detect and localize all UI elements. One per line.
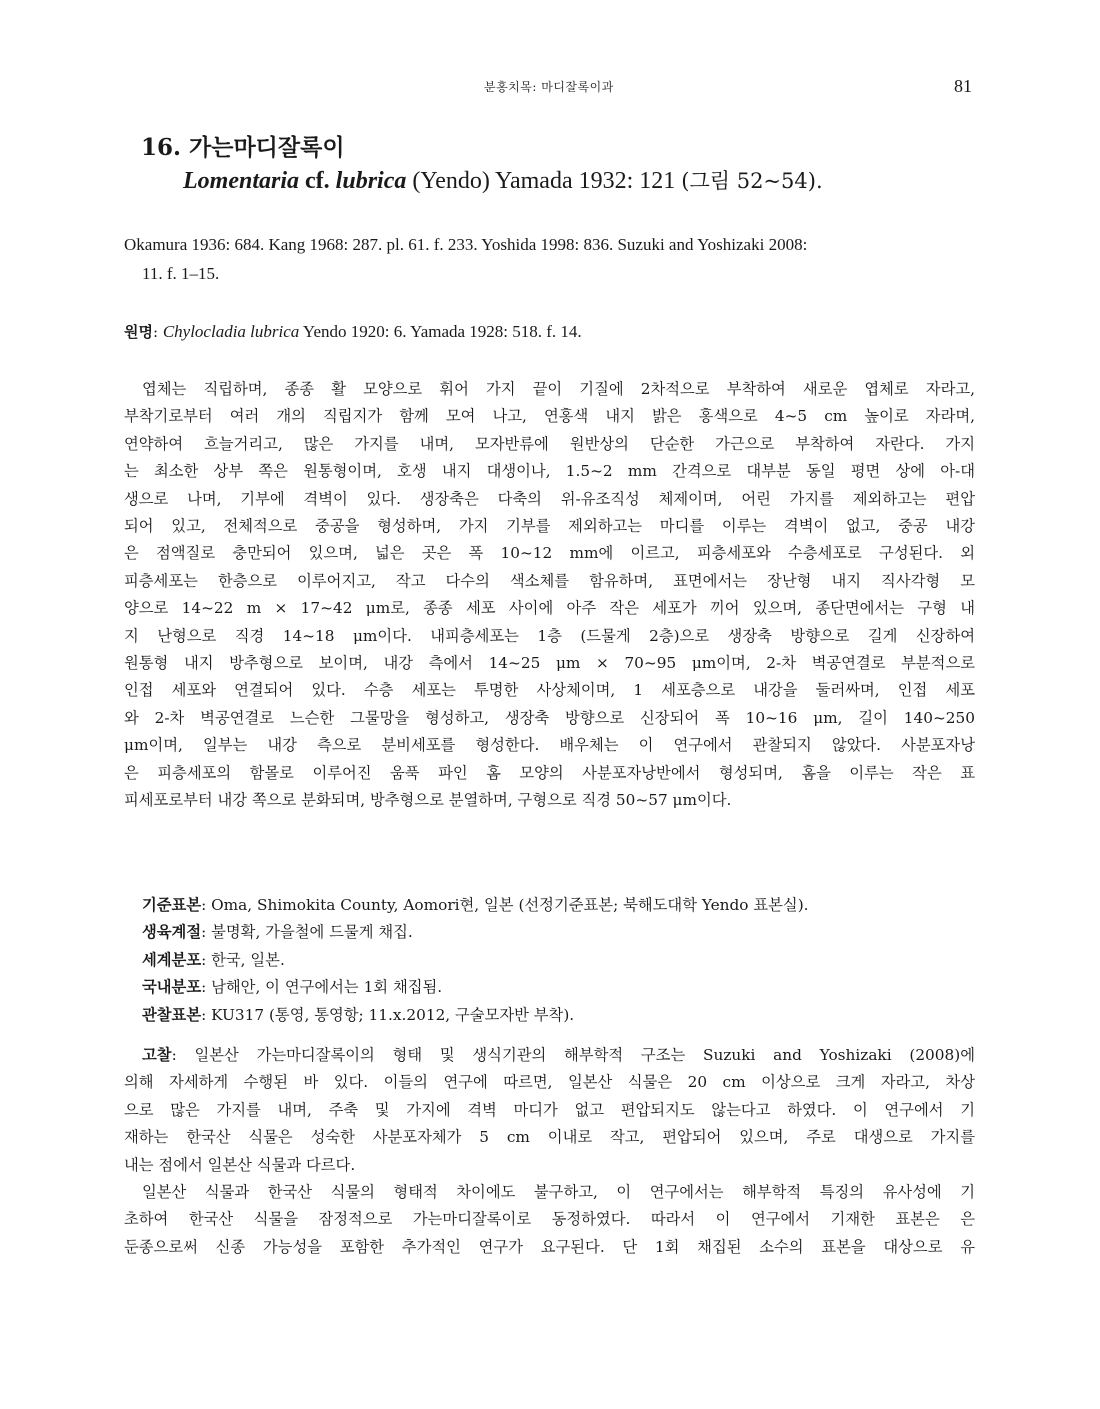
- description-line: 되어 있고, 전체적으로 중공을 형성하며, 가지 기부를 제외하고는 마디를 이루는 격벽이 없고, 중공 내강: [124, 517, 975, 536]
- world-distribution-text: : 한국, 일본.: [201, 950, 285, 969]
- genus-name: Lomentaria: [183, 168, 300, 194]
- discussion-line: 초하여 한국산 식물을 잠정적으로 가는마디잘록이로 동정하였다. 따라서 이 연구에서 기재한 표본은 은: [124, 1210, 975, 1229]
- type-specimen-line: [124, 892, 975, 919]
- discussion-line: 둔종으로써 신종 가능성을 포함한 추가적인 연구가 요구된다. 단 1회 채집된 소수의 표본을 대상으로 유: [124, 1237, 975, 1256]
- description-line: 는 최소한 상부 쪽은 원통형이며, 호생 내지 대생이나, 1.5~2 mm 간격으로 대부분 동일 평면 상에 아-대: [124, 462, 975, 481]
- description-line: 피세포로부터 내강 쪽으로 분화되며, 방추형으로 분열하며, 구형으로 직경 50~57 μm이다.: [124, 791, 732, 810]
- discussion-line: 의해 자세하게 수행된 바 있다. 이들의 연구에 따르면, 일본산 식물은 20 cm 이상으로 크게 자라고, 차상: [124, 1073, 975, 1092]
- world-distribution-line: [124, 947, 975, 974]
- description-line: μm이며, 일부는 내강 측으로 분비세포를 형성한다. 배우체는 이 연구에서 관찰되지 않았다. 사분포자낭: [124, 736, 975, 755]
- basionym: Chylocladia lubrica: [162, 322, 300, 341]
- discussion-line: 재하는 한국산 식물은 성숙한 사분포자체가 5 cm 이내로 작고, 편압되어 있으며, 주로 대생으로 가지를: [124, 1128, 975, 1147]
- season-label: 생육계절: [142, 923, 202, 942]
- description-paragraph: [124, 376, 975, 815]
- figure-reference: (그림 52~54).: [681, 169, 823, 193]
- examined-specimen-line: [124, 1002, 975, 1029]
- original-name-label: 원명: [124, 323, 153, 341]
- type-specimen-label: 기준표본: [142, 896, 202, 914]
- original-name: [124, 318, 974, 346]
- discussion-section: [124, 1042, 975, 1261]
- season-line: [124, 919, 975, 946]
- description-line: 양으로 14~22 m × 17~42 μm로, 종종 세포 사이에 아주 작은 세포가 끼어 있으며, 종단면에서는 구형 내: [124, 599, 975, 618]
- scientific-name-line: [183, 164, 823, 198]
- discussion-label: 고찰: [142, 1046, 172, 1064]
- species-epithet: lubrica: [335, 168, 407, 194]
- description-line: 생으로 나며, 기부에 격벽이 있다. 생장축은 다축의 위-유조직성 체제이며, 어린 가지를 제외하고는 편압: [124, 489, 975, 508]
- literature-references: [124, 230, 974, 288]
- description-line: 원통형 내지 방추형으로 보이며, 내강 측에서 14~25 μm × 70~95 μm이며, 2-차 벽공연결로 부분적으로: [124, 654, 975, 673]
- description-line: 인접 세포와 연결되어 있다. 수층 세포는 투명한 사상체이며, 1 세포층으로 내강을 둘러싸며, 인접 세포: [124, 681, 975, 700]
- original-name-sep: :: [152, 323, 163, 341]
- references-line-2: 11. f. 1–15.: [142, 264, 220, 283]
- description-line: 부착기로부터 여러 개의 직립지가 함께 모여 나고, 연홍색 내지 밝은 홍색으로 4~5 cm 높이로 자라며,: [124, 407, 975, 426]
- description-line: 은 피층세포의 함몰로 이루어진 움푹 파인 홈 모양의 사분포자낭반에서 형성되며, 홈을 이루는 작은 표: [124, 763, 975, 782]
- specimen-metadata: [124, 892, 975, 1029]
- description-line: 엽체는 직립하며, 종종 활 모양으로 휘어 가지 끝이 기질에 2차적으로 부착하여 새로운 엽체로 자라고,: [142, 380, 975, 398]
- species-heading: [141, 132, 823, 198]
- species-number-title: 16. 가는마디잘록이: [141, 134, 345, 161]
- examined-specimen-label: 관찰표본: [142, 1005, 202, 1024]
- authority: (Yendo) Yamada 1932: 121: [406, 168, 682, 194]
- cf-marker: cf.: [299, 168, 336, 194]
- examined-specimen-text: : KU317 (통영, 통영항; 11.x.2012, 구술모자반 부착).: [201, 1005, 575, 1024]
- description-line: 피층세포는 한층으로 이루어지고, 작고 다수의 색소체를 함유하며, 표면에서는 장난형 내지 직사각형 모: [124, 571, 975, 590]
- type-specimen-text: : Oma, Shimokita County, Aomori현, 일본 (선정기준표본; 북해도대학 Yendo 표본실).: [201, 896, 809, 914]
- description-line: 지 난형으로 직경 14~18 μm이다. 내피층세포는 1층 (드물게 2층)으로 생장축 방향으로 길게 신장하여: [124, 626, 975, 645]
- references-line-1: Okamura 1936: 684. Kang 1968: 287. pl. 61. f. 233. Yoshida 1998: 836. Suzuki and Yoshizaki 2008:: [124, 235, 808, 254]
- discussion-first-line: : 일본산 가는마디잘록이의 형태 및 생식기관의 해부학적 구조는 Suzuki and Yoshizaki (2008)에: [171, 1046, 975, 1064]
- page-number: 81: [954, 76, 972, 96]
- basionym-citation: Yendo 1920: 6. Yamada 1928: 518. f. 14.: [299, 322, 582, 341]
- discussion-line: 내는 점에서 일본산 식물과 다르다.: [124, 1155, 356, 1174]
- description-line: 은 점액질로 충만되어 있으며, 넓은 곳은 폭 10~12 mm에 이르고, 피층세포와 수층세포로 구성된다. 외: [124, 544, 975, 563]
- domestic-distribution-line: [124, 974, 975, 1001]
- description-line: 연약하여 흐늘거리고, 많은 가지를 내며, 모자반류에 원반상의 단순한 가근으로 부착하여 자란다. 가지: [124, 434, 975, 453]
- discussion-line: 으로 많은 가지를 내며, 주축 및 가지에 격벽 마디가 없고 편압되지도 않는다고 하였다. 이 연구에서 기: [124, 1100, 975, 1119]
- running-title: 분홍치목: 마디잘록이과: [484, 80, 614, 94]
- domestic-distribution-label: 국내분포: [142, 978, 202, 997]
- description-line: 와 2-차 벽공연결로 느슨한 그물망을 형성하고, 생장축 방향으로 신장되어 폭 10~16 μm, 길이 140~250: [124, 708, 975, 727]
- discussion-line: 일본산 식물과 한국산 식물의 형태적 차이에도 불구하고, 이 연구에서는 해부학적 특징의 유사성에 기: [142, 1183, 975, 1202]
- discussion-line: [124, 1042, 975, 1069]
- world-distribution-label: 세계분포: [142, 950, 202, 969]
- season-text: : 불명확, 가을철에 드물게 채집.: [201, 923, 413, 942]
- domestic-distribution-text: : 남해안, 이 연구에서는 1회 채집됨.: [201, 978, 443, 997]
